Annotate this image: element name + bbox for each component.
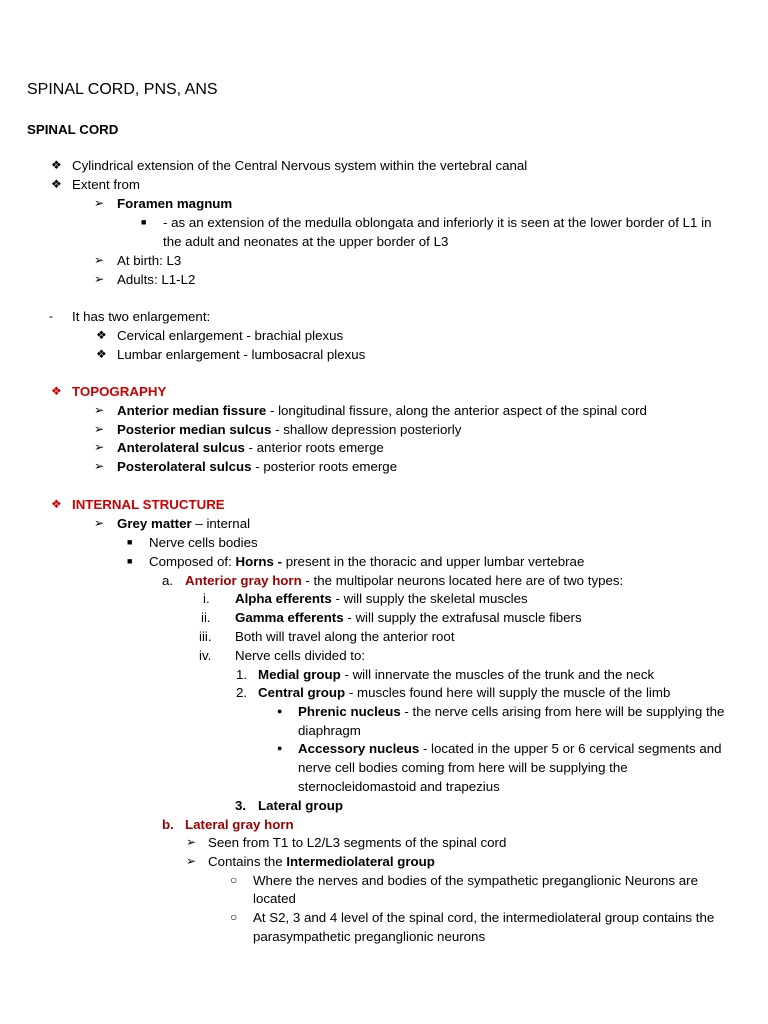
arrow-bullet-icon: ➢ xyxy=(94,272,105,286)
list-marker: i. xyxy=(203,591,210,606)
list-marker: b. xyxy=(162,817,174,832)
central-group-line: Central group - muscles found here will supply the muscle of the limb xyxy=(258,685,671,700)
arrow-bullet-icon: ➢ xyxy=(94,516,105,530)
sympathetic-line: Where the nerves and bodies of the sympathetic preganglionic Neurons are xyxy=(253,873,698,888)
circle-bullet-icon: ○ xyxy=(230,910,238,924)
foramen-magnum-label: Foramen magnum xyxy=(117,196,233,211)
accessory-line: nerve cell bodies coming from here will be supplying the xyxy=(298,760,628,775)
phrenic-line: Phrenic nucleus - the nerve cells arising from here will be supplying the xyxy=(298,704,725,719)
diamond-bullet-icon: ❖ xyxy=(51,497,62,511)
enlarge-item: Cervical enlargement - brachial plexus xyxy=(117,328,344,343)
foramen-desc: - as an extension of the medulla oblongata and inferiorly it is seen at the lower border of L1 in xyxy=(163,215,712,230)
arrow-bullet-icon: ➢ xyxy=(94,196,105,210)
list-marker: iii. xyxy=(199,629,212,644)
medial-group-line: Medial group - will innervate the muscles of the trunk and the neck xyxy=(258,667,655,682)
internal-structure-heading: INTERNAL STRUCTURE xyxy=(72,497,225,512)
lateral-group-line: Lateral group xyxy=(258,798,343,813)
adults-line: Adults: L1-L2 xyxy=(117,272,196,287)
composed-line: Composed of: Horns - present in the thoracic and upper lumbar vertebrae xyxy=(149,554,585,569)
diamond-bullet-icon: ❖ xyxy=(96,347,107,361)
square-bullet-icon: ■ xyxy=(127,537,133,547)
list-marker: 3. xyxy=(235,798,247,813)
list-marker: 1. xyxy=(236,667,248,682)
arrow-bullet-icon: ➢ xyxy=(94,459,105,473)
grey-matter-line: Grey matter – internal xyxy=(117,516,251,531)
lateral-horn-item: Seen from T1 to L2/L3 segments of the spinal cord xyxy=(208,835,507,850)
list-marker: a. xyxy=(162,573,174,588)
circle-bullet-icon: ○ xyxy=(230,873,238,887)
intro-line: Extent from xyxy=(72,177,140,192)
topography-item: Anterolateral sulcus - anterior roots emerge xyxy=(117,440,384,455)
arrow-bullet-icon: ➢ xyxy=(186,854,197,868)
arrow-bullet-icon: ➢ xyxy=(94,253,105,267)
accessory-line: Accessory nucleus - located in the upper 5 or 6 cervical segments and xyxy=(298,741,722,756)
topography-item: Anterior median fissure - longitudinal fissure, along the anterior aspect of the spinal cord xyxy=(117,403,647,418)
arrow-bullet-icon: ➢ xyxy=(94,403,105,417)
nerve-cells-line: Nerve cells divided to: xyxy=(235,648,366,663)
diamond-bullet-icon: ❖ xyxy=(51,177,62,191)
diamond-bullet-icon: ❖ xyxy=(51,158,62,172)
cells-line: Nerve cells bodies xyxy=(149,535,258,550)
list-marker: ii. xyxy=(201,610,211,625)
enlarge-heading: It has two enlargement: xyxy=(72,309,211,324)
arrow-bullet-icon: ➢ xyxy=(94,422,105,436)
dash-bullet-icon: - xyxy=(49,309,53,323)
diamond-bullet-icon: ❖ xyxy=(96,328,107,342)
sympathetic-line: located xyxy=(253,891,296,906)
birth-line: At birth: L3 xyxy=(117,253,182,268)
lateral-horn-line: Lateral gray horn xyxy=(185,817,294,832)
diamond-bullet-icon: ❖ xyxy=(51,384,62,398)
page-title: SPINAL CORD, PNS, ANS xyxy=(27,81,218,98)
list-marker: iv. xyxy=(199,648,212,663)
accessory-line: sternocleidomastoid and trapezius xyxy=(298,779,500,794)
anterior-root-line: Both will travel along the anterior root xyxy=(235,629,455,644)
dot-bullet-icon: ● xyxy=(277,706,283,716)
arrow-bullet-icon: ➢ xyxy=(186,835,197,849)
dot-bullet-icon: ● xyxy=(277,743,283,753)
anterior-horn-line: Anterior gray horn - the multipolar neurons located here are of two types: xyxy=(185,573,624,588)
square-bullet-icon: ■ xyxy=(141,217,147,227)
phrenic-line: diaphragm xyxy=(298,723,361,738)
list-marker: 2. xyxy=(236,685,248,700)
parasympathetic-line: At S2, 3 and 4 level of the spinal cord, the intermediolateral group contains the xyxy=(253,910,715,925)
topography-item: Posterior median sulcus - shallow depression posteriorly xyxy=(117,422,462,437)
parasympathetic-line: parasympathetic preganglionic neurons xyxy=(253,929,486,944)
alpha-efferents-line: Alpha efferents - will supply the skeletal muscles xyxy=(235,591,528,606)
lateral-horn-item: Contains the Intermediolateral group xyxy=(208,854,435,869)
arrow-bullet-icon: ➢ xyxy=(94,440,105,454)
section-heading: SPINAL CORD xyxy=(27,122,119,137)
topography-heading: TOPOGRAPHY xyxy=(72,384,167,399)
enlarge-item: Lumbar enlargement - lumbosacral plexus xyxy=(117,347,366,362)
intro-line: Cylindrical extension of the Central Nervous system within the vertebral canal xyxy=(72,158,528,173)
foramen-desc: the adult and neonates at the upper border of L3 xyxy=(163,234,449,249)
topography-item: Posterolateral sulcus - posterior roots emerge xyxy=(117,459,398,474)
gamma-efferents-line: Gamma efferents - will supply the extrafusal muscle fibers xyxy=(235,610,582,625)
square-bullet-icon: ■ xyxy=(127,556,133,566)
